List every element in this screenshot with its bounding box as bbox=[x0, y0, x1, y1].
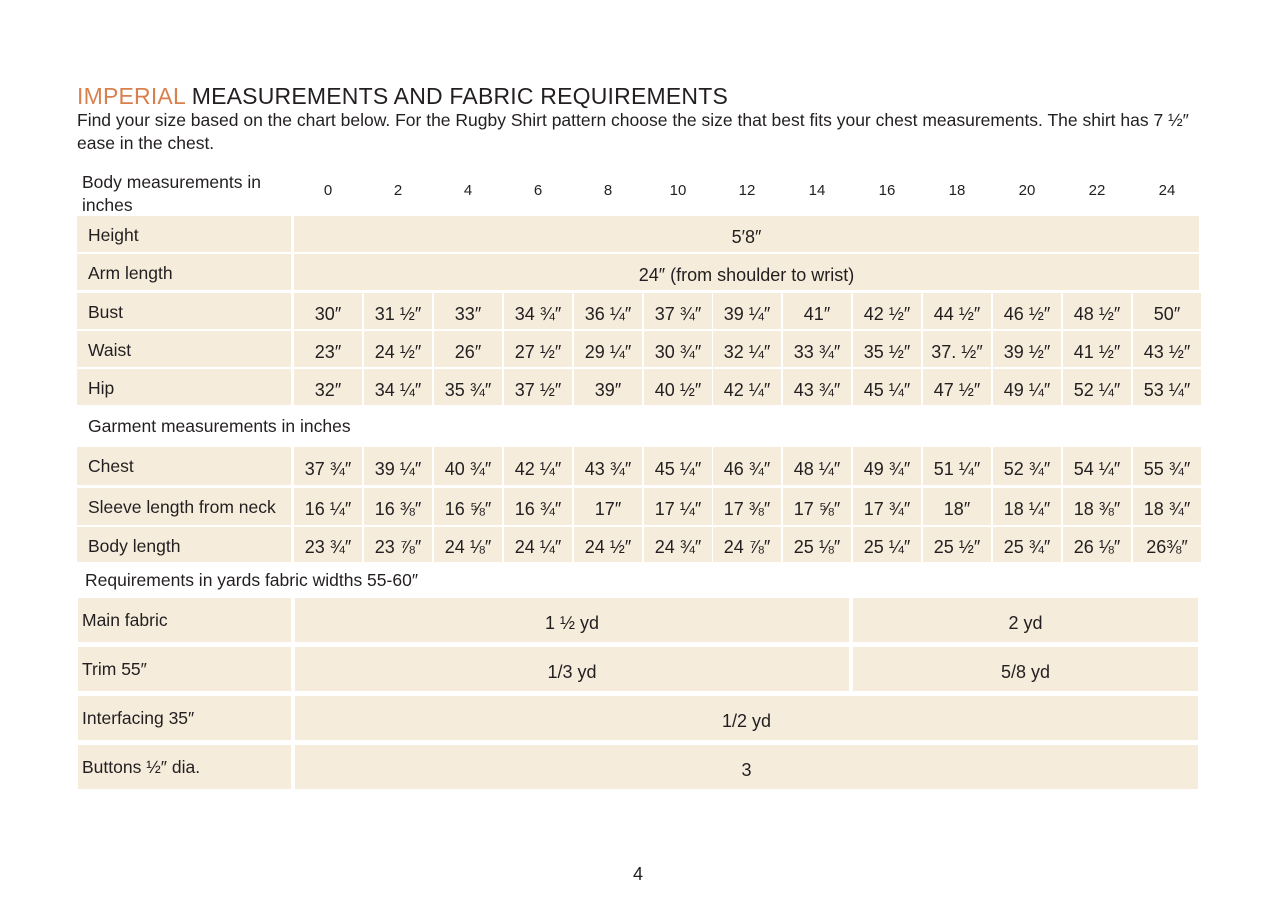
measurement-cell: 25 ¼″ bbox=[853, 527, 921, 562]
measurement-cell: 17″ bbox=[574, 488, 642, 525]
measurement-cell: 17 ⅜″ bbox=[713, 488, 781, 525]
arm-length-label: Arm length bbox=[77, 254, 291, 290]
measurement-cell: 43 ½″ bbox=[1133, 331, 1201, 367]
main-fabric-label: Main fabric bbox=[78, 598, 291, 642]
measurement-cell: 31 ½″ bbox=[364, 293, 432, 329]
measurement-cell: 18 ¾″ bbox=[1133, 488, 1201, 525]
height-label: Height bbox=[77, 216, 291, 252]
measurement-cell: 18 ⅜″ bbox=[1063, 488, 1131, 525]
size-header: 18 bbox=[948, 182, 966, 199]
measurement-cell: 54 ¼″ bbox=[1063, 447, 1131, 485]
size-header: 2 bbox=[393, 182, 403, 199]
title-accent: IMPERIAL bbox=[77, 83, 186, 109]
measurement-cell: 25 ¾″ bbox=[993, 527, 1061, 562]
height-value: 5′8″ bbox=[294, 216, 1199, 252]
measurement-cell: 24 ⅞″ bbox=[713, 527, 781, 562]
requirements-header: Requirements in yards fabric widths 55-60″ bbox=[85, 570, 419, 590]
size-header: 14 bbox=[808, 182, 826, 199]
measurement-cell: 27 ½″ bbox=[504, 331, 572, 367]
trim-large-sizes: 5/8 yd bbox=[853, 647, 1198, 691]
size-header: 6 bbox=[533, 182, 543, 199]
size-header: 24 bbox=[1158, 182, 1176, 199]
measurement-cell: 42 ¼″ bbox=[504, 447, 572, 485]
measurement-cell: 26 ⅛″ bbox=[1063, 527, 1131, 562]
measurement-cell: 16 ¼″ bbox=[294, 488, 362, 525]
measurement-cell: 37. ½″ bbox=[923, 331, 991, 367]
measurement-cell: 25 ⅛″ bbox=[783, 527, 851, 562]
measurement-cell: 50″ bbox=[1133, 293, 1201, 329]
measurement-cell: 30 ¾″ bbox=[644, 331, 712, 367]
measurement-cell: 35 ½″ bbox=[853, 331, 921, 367]
measurement-cell: 55 ¾″ bbox=[1133, 447, 1201, 485]
measurement-cell: 17 ⅝″ bbox=[783, 488, 851, 525]
measurement-cell: 52 ¾″ bbox=[993, 447, 1061, 485]
row-label: Chest bbox=[77, 447, 291, 485]
measurement-cell: 34 ¾″ bbox=[504, 293, 572, 329]
measurement-cell: 39 ½″ bbox=[993, 331, 1061, 367]
measurement-cell: 49 ¾″ bbox=[853, 447, 921, 485]
measurement-cell: 29 ¼″ bbox=[574, 331, 642, 367]
size-header: 4 bbox=[463, 182, 473, 199]
trim-small-sizes: 1/3 yd bbox=[295, 647, 849, 691]
measurement-cell: 51 ¼″ bbox=[923, 447, 991, 485]
measurement-cell: 52 ¼″ bbox=[1063, 369, 1131, 405]
measurement-cell: 18 ¼″ bbox=[993, 488, 1061, 525]
measurement-cell: 23″ bbox=[294, 331, 362, 367]
measurement-cell: 42 ¼″ bbox=[713, 369, 781, 405]
measurement-cell: 40 ¾″ bbox=[434, 447, 502, 485]
measurement-cell: 45 ¼″ bbox=[853, 369, 921, 405]
measurement-cell: 34 ¼″ bbox=[364, 369, 432, 405]
size-header: 22 bbox=[1088, 182, 1106, 199]
measurement-cell: 32 ¼″ bbox=[713, 331, 781, 367]
measurement-cell: 33″ bbox=[434, 293, 502, 329]
measurement-cell: 32″ bbox=[294, 369, 362, 405]
page-title bbox=[77, 83, 728, 110]
row-label: Body length bbox=[77, 527, 291, 562]
row-label: Hip bbox=[77, 369, 291, 405]
measurement-cell: 17 ¼″ bbox=[644, 488, 712, 525]
arm-length-value: 24″ (from shoulder to wrist) bbox=[294, 254, 1199, 290]
measurement-cell: 37 ¾″ bbox=[644, 293, 712, 329]
measurement-cell: 18″ bbox=[923, 488, 991, 525]
measurement-cell: 24 ¼″ bbox=[504, 527, 572, 562]
measurement-cell: 23 ⅞″ bbox=[364, 527, 432, 562]
measurement-cell: 35 ¾″ bbox=[434, 369, 502, 405]
body-measurements-header: Body measurements in inches bbox=[82, 172, 261, 215]
measurement-cell: 37 ½″ bbox=[504, 369, 572, 405]
measurement-cell: 44 ½″ bbox=[923, 293, 991, 329]
measurement-cell: 41 ½″ bbox=[1063, 331, 1131, 367]
interfacing-label: Interfacing 35″ bbox=[78, 696, 291, 740]
title-rest: MEASUREMENTS AND FABRIC REQUIREMENTS bbox=[185, 83, 728, 109]
measurement-cell: 39″ bbox=[574, 369, 642, 405]
measurement-cell: 33 ¾″ bbox=[783, 331, 851, 367]
measurement-cell: 40 ½″ bbox=[644, 369, 712, 405]
intro-text: Find your size based on the chart below. For the Rugby Shirt pattern choose the size that best fits your chest measurements. The shirt has 7 ½″ ease in the chest. bbox=[77, 110, 1189, 153]
size-header: 0 bbox=[323, 182, 333, 199]
measurement-cell: 48 ½″ bbox=[1063, 293, 1131, 329]
measurement-cell: 16 ⅝″ bbox=[434, 488, 502, 525]
size-header: 16 bbox=[878, 182, 896, 199]
page-number: 4 bbox=[632, 864, 643, 884]
measurement-cell: 17 ¾″ bbox=[853, 488, 921, 525]
main-fabric-large-sizes: 2 yd bbox=[853, 598, 1198, 642]
measurement-cell: 24 ¾″ bbox=[644, 527, 712, 562]
buttons-label: Buttons ½″ dia. bbox=[78, 745, 291, 789]
measurement-cell: 46 ½″ bbox=[993, 293, 1061, 329]
measurement-cell: 23 ¾″ bbox=[294, 527, 362, 562]
measurement-cell: 25 ½″ bbox=[923, 527, 991, 562]
measurement-cell: 36 ¼″ bbox=[574, 293, 642, 329]
size-header: 12 bbox=[738, 182, 756, 199]
measurement-cell: 39 ¼″ bbox=[713, 293, 781, 329]
row-label: Sleeve length from neck bbox=[77, 488, 291, 525]
measurement-cell: 41″ bbox=[783, 293, 851, 329]
measurement-cell: 48 ¼″ bbox=[783, 447, 851, 485]
measurement-cell: 45 ¼″ bbox=[644, 447, 712, 485]
measurement-cell: 26⅜″ bbox=[1133, 527, 1201, 562]
measurement-cell: 24 ½″ bbox=[574, 527, 642, 562]
measurement-cell: 24 ⅛″ bbox=[434, 527, 502, 562]
interfacing-value: 1/2 yd bbox=[295, 696, 1198, 740]
buttons-value: 3 bbox=[295, 745, 1198, 789]
measurement-cell: 42 ½″ bbox=[853, 293, 921, 329]
garment-measurements-header: Garment measurements in inches bbox=[88, 416, 351, 436]
measurement-cell: 16 ⅜″ bbox=[364, 488, 432, 525]
measurement-cell: 46 ¾″ bbox=[713, 447, 781, 485]
measurement-cell: 37 ¾″ bbox=[294, 447, 362, 485]
measurement-cell: 30″ bbox=[294, 293, 362, 329]
measurement-cell: 43 ¾″ bbox=[783, 369, 851, 405]
trim-label: Trim 55″ bbox=[78, 647, 291, 691]
measurement-cell: 53 ¼″ bbox=[1133, 369, 1201, 405]
measurement-cell: 39 ¼″ bbox=[364, 447, 432, 485]
size-header: 8 bbox=[603, 182, 613, 199]
row-label: Waist bbox=[77, 331, 291, 367]
main-fabric-small-sizes: 1 ½ yd bbox=[295, 598, 849, 642]
measurement-cell: 26″ bbox=[434, 331, 502, 367]
row-label: Bust bbox=[77, 293, 291, 329]
measurement-cell: 49 ¼″ bbox=[993, 369, 1061, 405]
measurement-cell: 24 ½″ bbox=[364, 331, 432, 367]
size-header: 10 bbox=[669, 182, 687, 199]
measurement-cell: 16 ¾″ bbox=[504, 488, 572, 525]
size-header: 20 bbox=[1018, 182, 1036, 199]
measurement-cell: 43 ¾″ bbox=[574, 447, 642, 485]
measurement-cell: 47 ½″ bbox=[923, 369, 991, 405]
